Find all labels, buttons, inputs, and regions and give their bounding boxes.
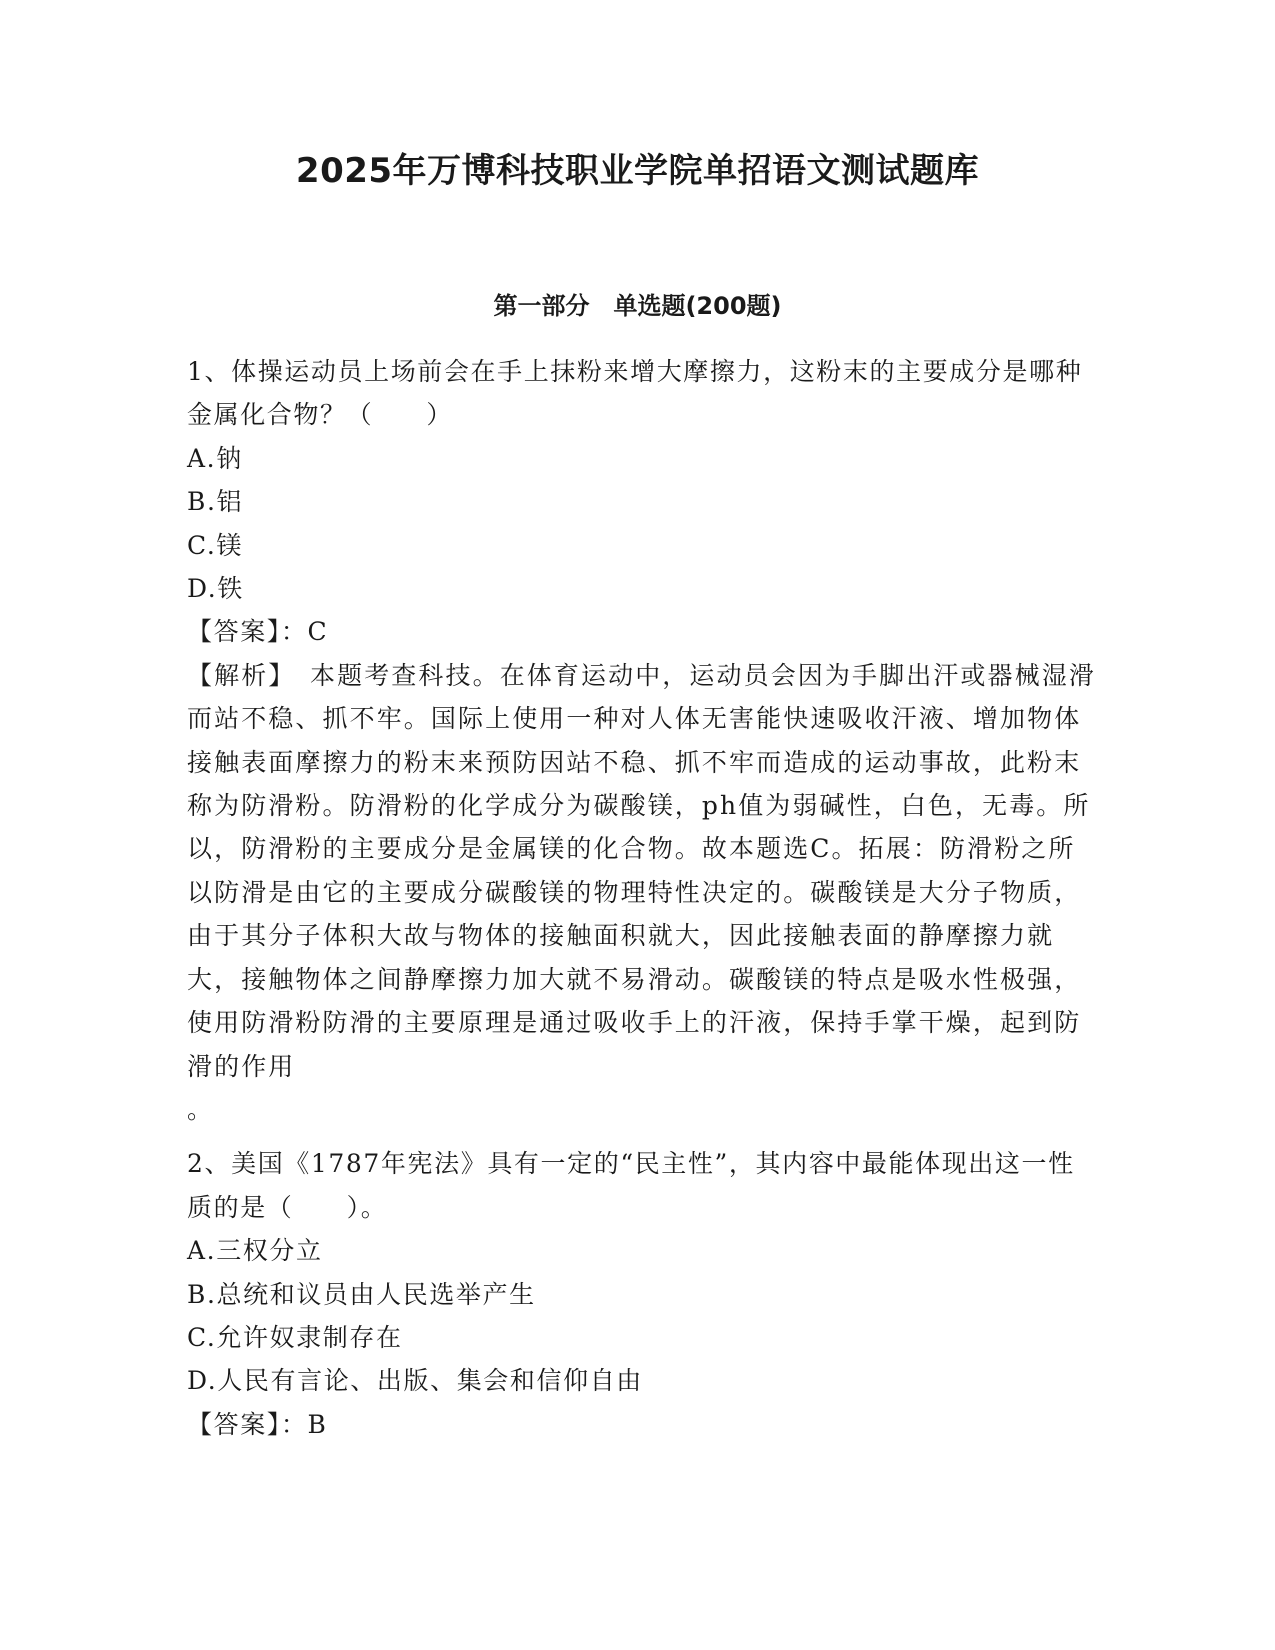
question-stem: 1、体操运动员上场前会在手上抹粉来增大摩擦力，这粉末的主要成分是哪种金属化合物？（ ） [187,357,1083,430]
option-a: A.三权分立 [187,1236,323,1266]
option-d: D.人民有言论、出版、集会和信仰自由 [187,1366,643,1396]
option-c: C.镁 [187,530,243,560]
document-title: 2025年万博科技职业学院单招语文测试题库 [295,151,980,191]
answer-line: 【答案】：C [187,617,329,647]
answer-line: 【答案】：B [187,1409,328,1439]
option-d: D.铁 [187,574,244,604]
explanation-end: 。 [187,1094,213,1124]
section-title: 第一部分 单选题(200题) [493,292,782,320]
question-list [187,350,1097,1446]
explanation: 【解析】 本题考查科技。在体育运动中，运动员会因为手脚出汗或器械湿滑而站不稳、抓不牢。国际上使用一种对人体无害能快速吸收汗液、增加物体接触表面摩擦力的粉末来预防因站不稳、抓不牢而造成的运动事故，此粉末称为防滑粉。防滑粉的化学成分为碳酸镁，ph值为弱碱性，白色，无毒。所以，防滑粉的主要成分是金属镁的化合物。故本题选C。拓展：防滑粉之所以防滑是由它的主要成分碳酸镁的物理特性决定的。碳酸镁是大分子物质，由于其分子体积大故与物体的接触面积就大，因此接触表面的静摩擦力就大，接触物体之间静摩擦力加大就不易滑动。碳酸镁的特点是吸水性极强，使用防滑粉防滑的主要原理是通过吸收手上的汗液，保持手掌干燥，起到防滑的作用 [187,660,1096,1081]
question-1 [187,350,1097,1131]
question-stem: 2、美国《1787年宪法》具有一定的“民主性”，其内容中最能体现出这一性质的是（ ）。 [187,1149,1075,1222]
option-b: B.总统和议员由人民选举产生 [187,1279,536,1309]
option-a: A.钠 [187,443,243,473]
option-b: B.铝 [187,487,244,517]
option-c: C.允许奴隶制存在 [187,1322,403,1352]
question-2 [187,1142,1097,1446]
